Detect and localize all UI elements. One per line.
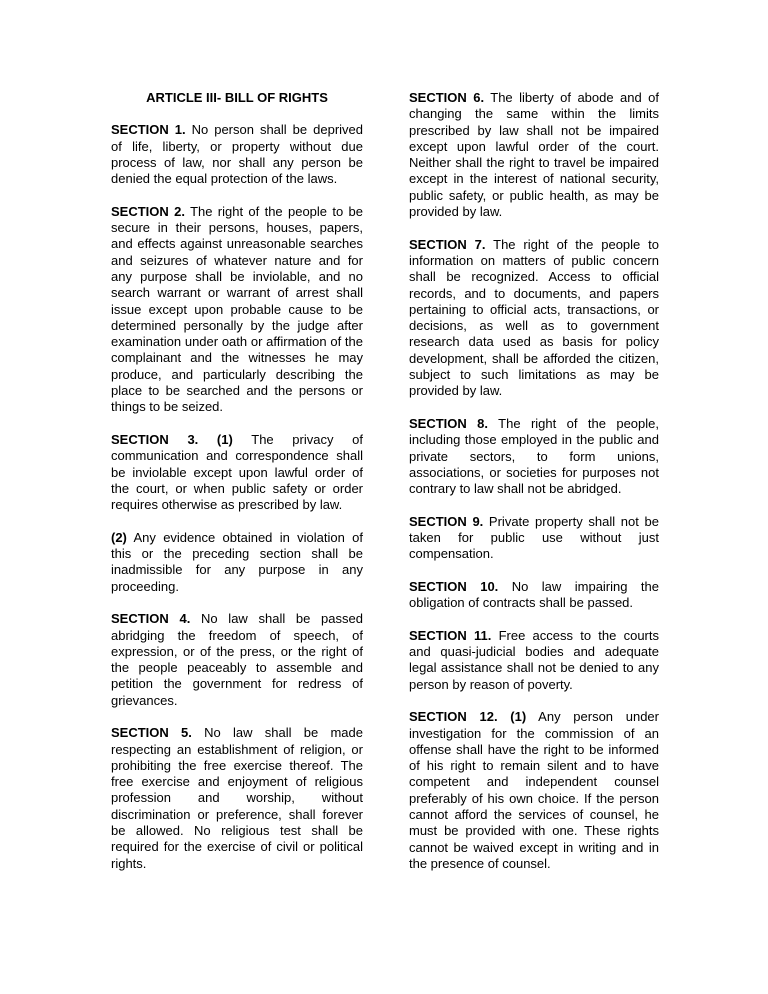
section-text: No person shall be deprived of life, liberty, or property without due process of law, nor shall any person be denied the equal protection of the laws.: [111, 122, 363, 187]
section-text: Free access to the courts and quasi-judicial bodies and adequate legal assistance shall not be denied to any person by reason of poverty.: [409, 627, 659, 692]
section-label: (2): [111, 529, 127, 545]
section-text: No law impairing the obligation of contracts shall be passed.: [409, 578, 659, 611]
section-8: [409, 416, 659, 497]
section-3-2: [111, 530, 363, 595]
section-text: The liberty of abode and of changing the same within the limits prescribed by law shall not be impaired except upon lawful order of the court. Neither shall the right to travel be impaired except in the interest of national security, public safety, or public health, as may be provided by law.: [409, 90, 659, 220]
section-12-1: [409, 709, 659, 872]
section-9: [409, 514, 659, 563]
section-3-1: [111, 432, 363, 513]
section-text: The right of the people to be secure in their persons, houses, papers, and effects against unreasonable searches and seizures of whatever nature and for any purpose shall be inviolable, and no search warrant or warrant of arrest shall issue except upon probable cause to be determined personally by the judge after examination under oath or affirmation of the complainant and the witnesses he may produce, and particularly describing the place to be searched and the persons or things to be seized.: [111, 203, 363, 415]
section-text: The right of the people to information on matters of public concern shall be recognized. Access to official records, and to documents, and papers pertaining to official acts, transactions, or decisions, as well as to government research data used as basis for policy development, shall be afforded the citizen, subject to such limitations as may be provided by law.: [409, 236, 659, 399]
section-11: [409, 628, 659, 693]
section-7: [409, 237, 659, 400]
section-label: SECTION 9.: [409, 513, 484, 529]
section-6: [409, 90, 659, 220]
section-text: Any evidence obtained in violation of this or the preceding section shall be inadmissible for any purpose in any proceeding.: [111, 529, 363, 594]
section-text: The privacy of communication and correspondence shall be inviolable except upon lawful order of the court, or when public safety or order requires otherwise as prescribed by law.: [111, 431, 363, 513]
section-text: No law shall be made respecting an establishment of religion, or prohibiting the free exercise thereof. The free exercise and enjoyment of religious profession and worship, without discrimination or preference, shall forever be allowed. No religious test shall be required for the exercise of civil or political rights.: [111, 725, 363, 871]
section-2: [111, 204, 363, 416]
section-1: [111, 122, 363, 187]
section-4: [111, 611, 363, 709]
section-label: SECTION 6.: [409, 90, 485, 105]
left-column: [111, 90, 363, 888]
right-column: [409, 90, 659, 889]
section-label: SECTION 11.: [409, 627, 492, 643]
section-label: SECTION 10.: [409, 578, 499, 594]
section-label: SECTION 3. (1): [111, 431, 233, 447]
section-text: Private property shall not be taken for public use without just compensation.: [409, 513, 659, 562]
section-text: The right of the people, including those employed in the public and private sectors, to form unions, associations, or societies for purposes not contrary to law shall not be abridged.: [409, 415, 659, 497]
section-label: SECTION 1.: [111, 122, 186, 138]
section-text: No law shall be passed abridging the freedom of speech, of expression, or of the press, or the right of the people peaceably to assemble and petition the government for redress of grievances.: [111, 611, 363, 708]
document-title: ARTICLE III- BILL OF RIGHTS: [146, 90, 328, 105]
section-label: SECTION 8.: [409, 415, 489, 431]
section-5: [111, 725, 363, 872]
section-label: SECTION 5.: [111, 725, 192, 741]
section-text: Any person under investigation for the commission of an offense shall have the right to be informed of his right to remain silent and to have competent and independent counsel preferably of his own choice. If the person cannot afford the services of counsel, he must be provided with one. These rights cannot be waived except in writing and in the presence of counsel.: [409, 709, 659, 871]
section-label: SECTION 4.: [111, 611, 191, 627]
section-10: [409, 579, 659, 612]
section-label: SECTION 2.: [111, 203, 185, 219]
section-label: SECTION 7.: [409, 236, 486, 252]
section-label: SECTION 12. (1): [409, 709, 527, 725]
